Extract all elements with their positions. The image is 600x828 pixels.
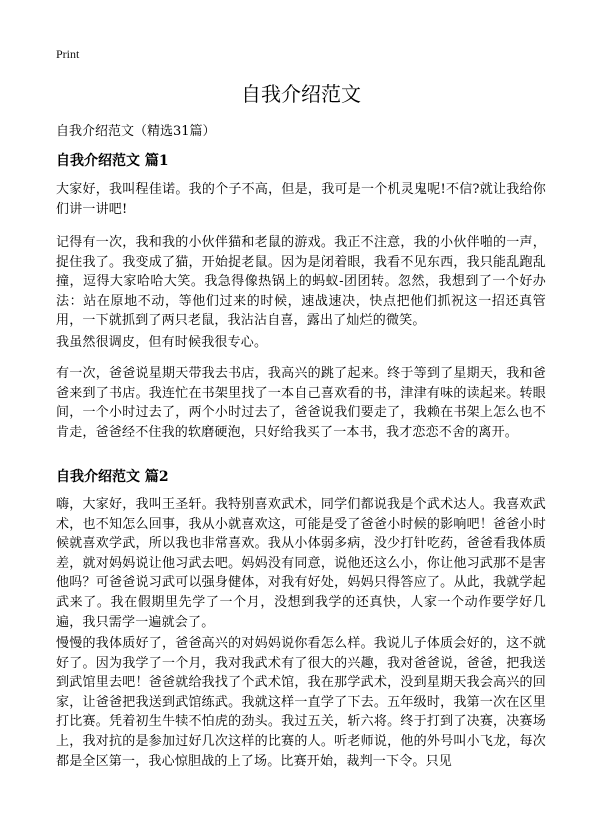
paragraph: 记得有一次，我和我的小伙伴猫和老鼠的游戏。我正不注意，我的小伙伴啪的一声，捉住我了。我变成了猫，开始捉老鼠。因为是闭着眼，我看不见东西，我只能乱跑乱撞，逗得大家哈哈大笑。我急得像热锅上的蚂蚁-团团转。忽然，我想到了一个好办法：站在原地不动，等他们过来的时候，速战速决，快点把他们抓祝这一招还真管用，一下就抓到了两只老鼠，我沾沾自喜，露出了灿烂的微笑。 — [56, 235, 546, 329]
paragraph: 慢慢的我体质好了，爸爸高兴的对妈妈说你看怎么样。我说儿子体质会好的，这不就好了。因为我学了一个月，我对我武术有了很大的兴趣，我对爸爸说，爸爸，把我送到武馆里去吧！爸爸就给我找了个武术馆，我在那学武术，没到星期天我会高兴的回家，让爸爸把我送到武馆练武。我就这样一直学了下去。五年级时，我第一次在区里打比赛。凭着初生牛犊不怕虎的劲头。我过五关，斩六将。终于打到了决赛，决赛场上，我对抗的是参加过好几次这样的比赛的人。听老师说，他的外号叫小飞龙，每次都是全区第一，我心惊胆战的上了场。比赛开始，裁判一下令。只见 — [56, 636, 546, 769]
document-title: 自我介绍范文 — [241, 82, 361, 106]
paragraph: 我虽然很调皮，但有时候我很专心。 — [56, 335, 268, 350]
print-link[interactable]: Print — [56, 47, 80, 61]
paragraph: 大家好，我叫程佳诺。我的个子不高，但是，我可是一个机灵鬼呢!不信?就让我给你们讲一讲吧! — [56, 182, 546, 217]
document-subtitle: 自我介绍范文（精选31篇） — [56, 124, 216, 139]
section-heading-2: 自我介绍范文 篇2 — [56, 469, 169, 485]
paragraph: 嗨，大家好，我叫王圣轩。我特别喜欢武术，同学们都说我是个武术达人。我喜欢武术，也不知怎么回事，我从小就喜欢这，可能是受了爸爸小时候的影响吧！爸爸小时候就喜欢学武，所以我也非常喜欢。我从小体弱多病，没少打针吃药，爸爸看我体质差，就对妈妈说让他习武去吧。妈妈没有同意，说他还这么小，你让他习武那不是害他吗？可爸爸说习武可以强身健体，对我有好处，妈妈只得答应了。从此，我就学起武来了。我在假期里先学了一个月，没想到我学的还真快，人家一个动作要学好几遍，我只需学一遍就会了。 — [56, 497, 546, 630]
section-heading-1: 自我介绍范文 篇1 — [56, 153, 169, 169]
paragraph: 有一次，爸爸说星期天带我去书店，我高兴的跳了起来。终于等到了星期天，我和爸爸来到了书店。我连忙在书架里找了一本自己喜欢看的书，津津有味的读起来。转眼间，一个小时过去了，两个小时过去了，爸爸说我们要走了，我赖在书架上怎么也不肯走，爸爸经不住我的软磨硬泡，只好给我买了一本书，我才恋恋不舍的离开。 — [56, 366, 546, 440]
